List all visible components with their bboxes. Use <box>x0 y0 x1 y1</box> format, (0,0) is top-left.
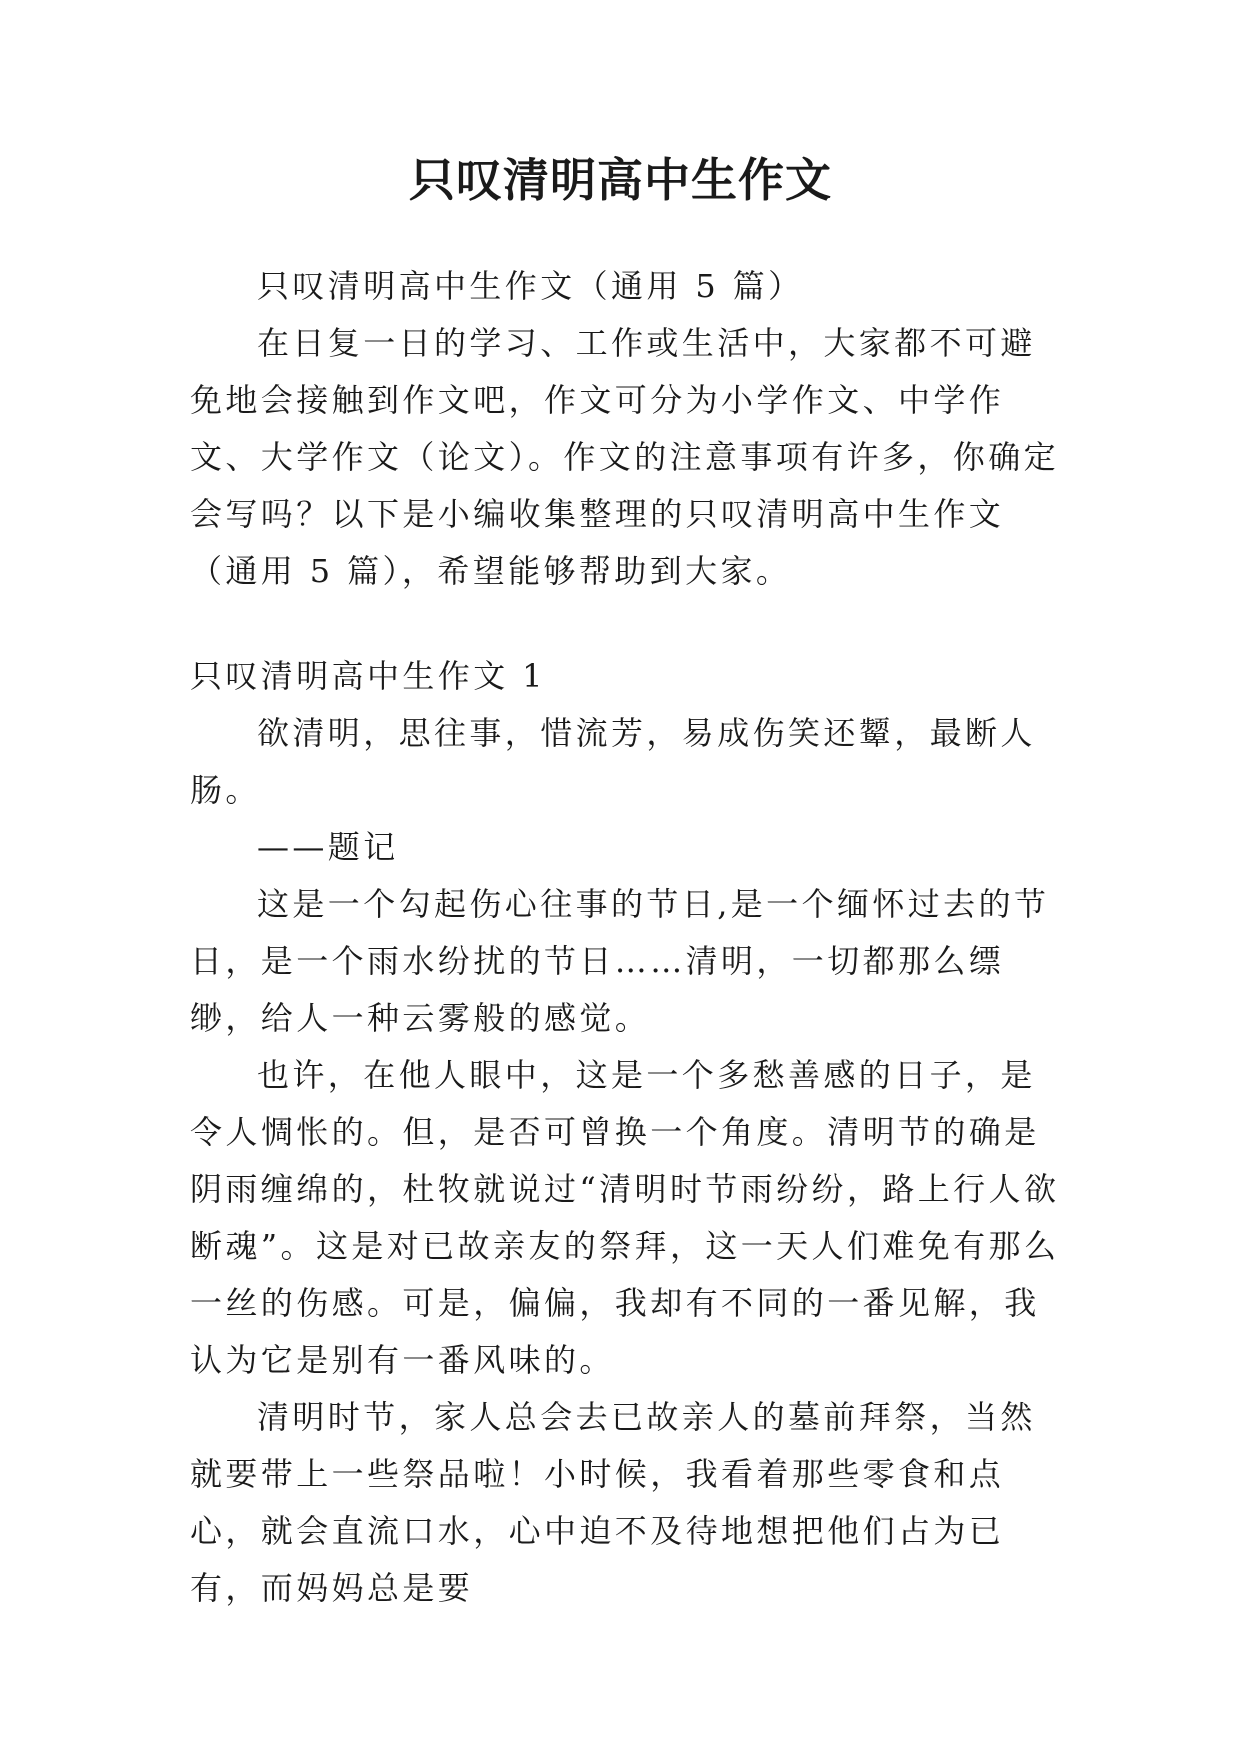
body-paragraph: 清明时节，家人总会去已故亲人的墓前拜祭，当然就要带上一些祭品啦！小时候，我看着那些零食和点心，就会直流口水，心中迫不及待地想把他们占为已有，而妈妈总是要 <box>190 1398 1036 1607</box>
section-heading: 只叹清明高中生作文 1 <box>190 657 546 695</box>
subtitle-line: 只叹清明高中生作文（通用 5 篇） <box>257 267 804 305</box>
epigraph-source: ——题记 <box>257 828 399 866</box>
document-body <box>190 258 1070 1617</box>
body-paragraph: 这是一个勾起伤心往事的节日,是一个缅怀过去的节日，是一个雨水纷扰的节日……清明，一切都那么缥缈，给人一种云雾般的感觉。 <box>190 885 1050 1037</box>
body-paragraph: 也许，在他人眼中，这是一个多愁善感的日子，是令人惆怅的。但，是否可曾换一个角度。清明节的确是阴雨缠绵的，杜牧就说过“清明时节雨纷纷，路上行人欲断魂”。这是对已故亲友的祭拜，这一天人们难免有那么一丝的伤感。可是，偏偏，我却有不同的一番见解，我认为它是别有一番风味的。 <box>190 1056 1060 1379</box>
epigraph: 欲清明，思往事，惜流芳，易成伤笑还颦，最断人肠。 <box>190 714 1036 809</box>
intro-paragraph: 在日复一日的学习、工作或生活中，大家都不可避免地会接触到作文吧，作文可分为小学作文、中学作文、大学作文（论文）。作文的注意事项有许多，你确定会写吗？以下是小编收集整理的只叹清明高中生作文（通用 5 篇），希望能够帮助到大家。 <box>190 324 1060 590</box>
section-gap <box>190 600 1070 648</box>
document-title: 只叹清明高中生作文 <box>409 153 832 207</box>
